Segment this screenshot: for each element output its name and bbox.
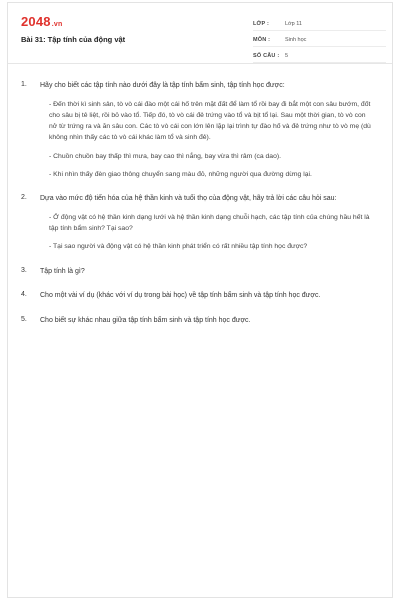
question-sub-item: - Chuồn chuồn bay thấp thì mưa, bay cao thì nắng, bay vừa thì râm (ca dao).	[49, 152, 282, 160]
meta-value: Sinh học	[285, 36, 307, 43]
question-item	[8, 81, 392, 180]
lesson-title: Bài 31: Tập tính của động vật	[21, 35, 126, 44]
question-number: 2.	[21, 194, 27, 202]
meta-value: 5	[285, 52, 289, 59]
question-list	[8, 81, 392, 340]
worksheet-header	[8, 3, 392, 64]
question-text: Cho một vài ví dụ (khác với ví dụ trong bài học) về tập tính bẩm sinh và tập tính học được.	[40, 292, 321, 300]
question-sub-item: - Khi nhìn thấy đèn giao thông chuyển sang màu đỏ, những người qua đường dừng lại.	[49, 170, 312, 178]
logo-suffix: .vn	[51, 21, 63, 28]
question-item	[8, 194, 392, 252]
question-text: Tập tính là gì?	[40, 267, 85, 275]
meta-info	[253, 17, 386, 65]
meta-value: Lớp 11	[285, 20, 302, 27]
meta-label: SỐ CÂU :	[253, 52, 280, 59]
question-sub-item: - Đến thời kì sinh sản, tò vò cái đào một cái hố trên mặt đất để làm tổ rồi bay đi bắt một con sâu bướm, đốt cho sâu bị tê liệt, rồi bỏ vào tổ. Tiếp đó, tò vò cái đẻ trứng vào tổ và bịt tổ lại. Sau một thời gian, tò vò con nở từ trứng ra và ăn sâu con. Các tò vò cái con lớn lên lặp lại trình tự đào hố và đẻ trứng như tò vò mẹ (dù không nhìn thấy các tò vò cái khác làm tổ và sinh đẻ).	[49, 100, 371, 142]
question-sub-item: - Tại sao người và động vật có hệ thần kinh phát triển có rất nhiều tập tính học được?	[49, 243, 308, 251]
meta-label: MÔN :	[253, 36, 271, 43]
question-text: Dựa vào mức độ tiến hóa của hệ thần kinh và tuổi thọ của động vật, hãy trả lời các câu hỏi sau:	[40, 195, 337, 203]
question-number: 1.	[21, 81, 27, 88]
question-text: Cho biết sự khác nhau giữa tập tính bẩm sinh và tập tính học được.	[40, 316, 251, 324]
question-item	[8, 291, 392, 302]
meta-row-subject	[253, 33, 386, 47]
site-logo[interactable]	[21, 14, 62, 29]
question-sub-item: - Ở động vật có hệ thần kinh dạng lưới và hệ thần kinh dạng chuỗi hạch, các tập tính của chúng hầu hết là tập tính bẩm sinh? Tại sao?	[49, 213, 370, 233]
meta-label: LỚP :	[253, 20, 269, 27]
question-number: 3.	[21, 266, 27, 274]
question-item	[8, 267, 392, 278]
worksheet-page	[7, 2, 393, 598]
logo-main: 2048	[21, 14, 51, 29]
question-text: Hãy cho biết các tập tính nào dưới đây là tập tính bẩm sinh, tập tính học được:	[40, 82, 285, 89]
question-number: 5.	[21, 315, 27, 323]
meta-row-count	[253, 49, 386, 63]
question-item	[8, 316, 392, 327]
question-number: 4.	[21, 291, 27, 299]
meta-row-class	[253, 17, 386, 31]
